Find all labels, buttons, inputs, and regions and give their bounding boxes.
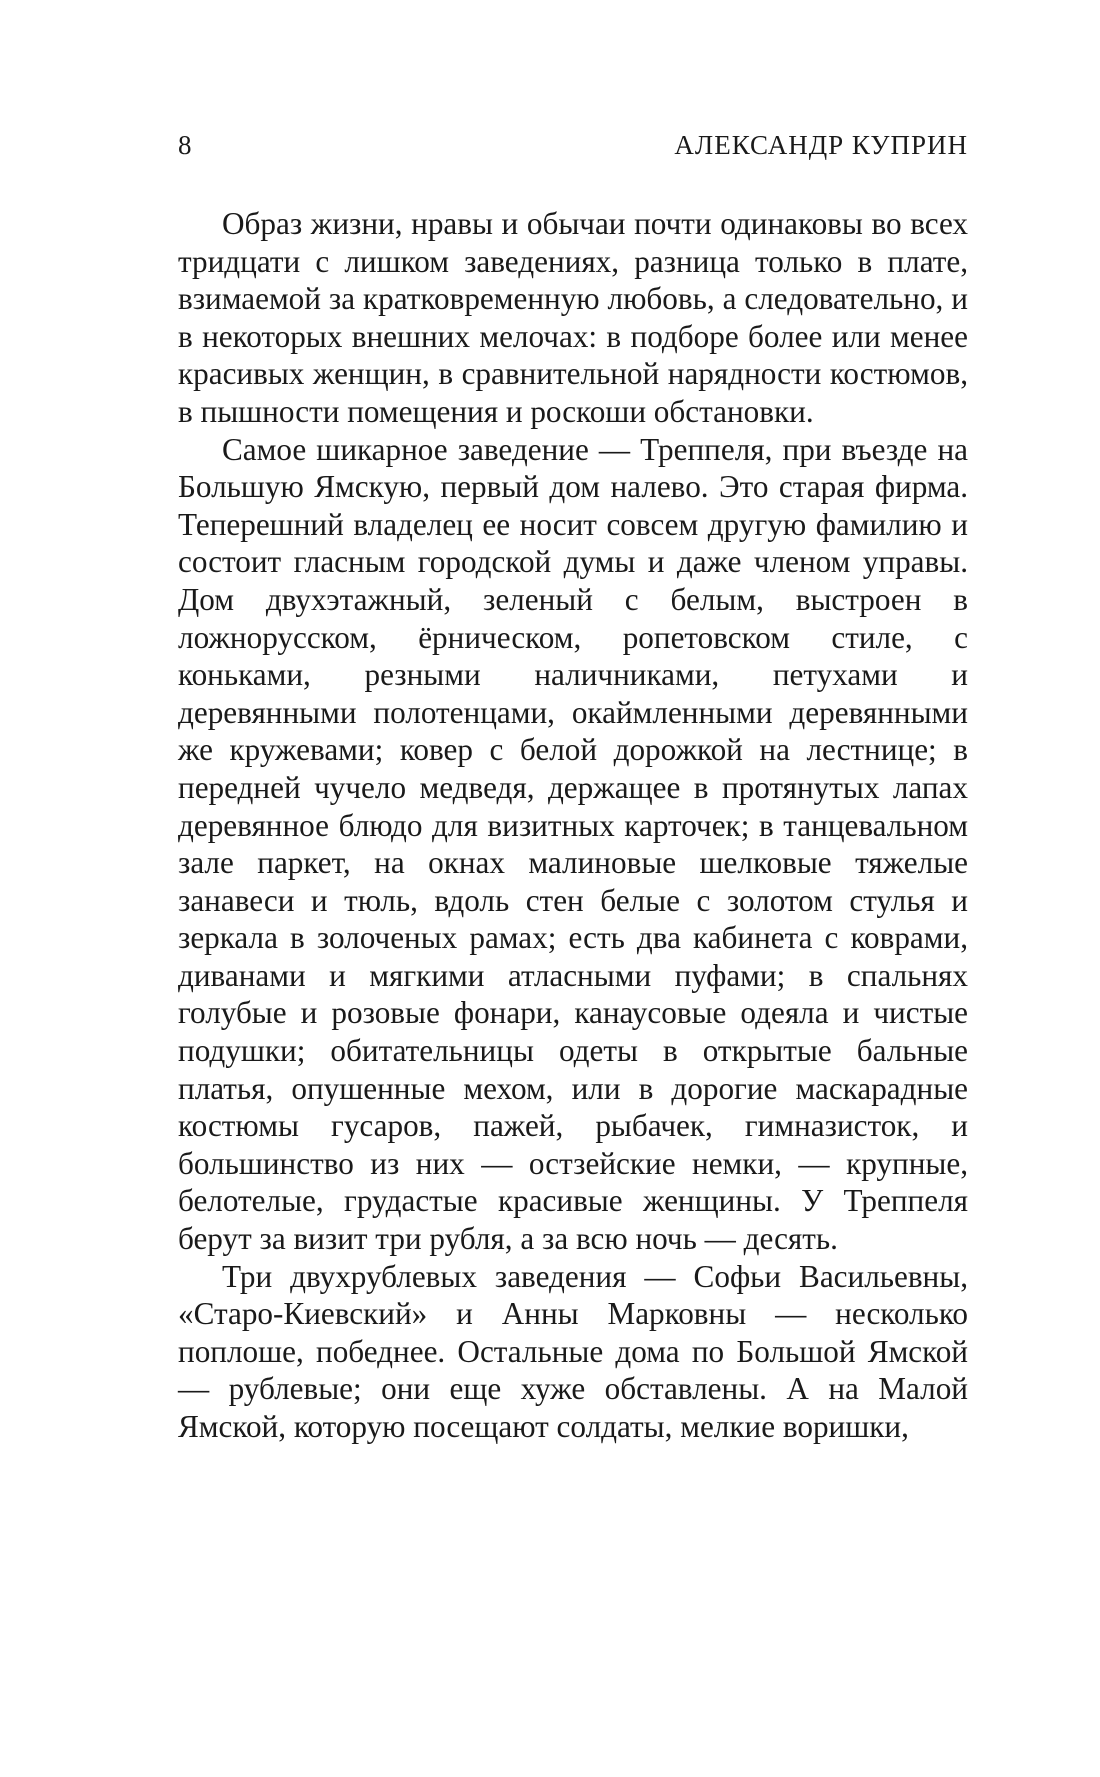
page-number: 8 [178, 130, 192, 160]
paragraph: Три двухрублевых заведения — Софьи Васильевны, «Старо-Киевский» и Анны Марковны — несколько поплоше, победнее. Остальные дома по Большой Ямской — рублевые; они еще хуже обставлены. А на Малой Ямской, которую посещают солдаты, мелкие воришки, [178, 1258, 968, 1444]
running-header [178, 130, 968, 161]
running-title-author: АЛЕКСАНДР КУПРИН [674, 130, 968, 160]
paragraph: Образ жизни, нравы и обычаи почти одинаковы во всех тридцати с лишком заведениях, разница только в плате, взимаемой за кратковременную любовь, а следовательно, и в некоторых внешних мелочах: в подборе более или менее красивых женщин, в сравнительной нарядности костюмов, в пышности помещения и роскоши обстановки. [178, 206, 968, 429]
paragraph: Самое шикарное заведение — Треппеля, при въезде на Большую Ямскую, первый дом налево. Это старая фирма. Теперешний владелец ее носит совсем другую фамилию и состоит гласным городской думы и даже членом управы. Дом двухэтажный, зеленый с белым, выстроен в ложнорусском, ёрническом, ропетовском стиле, с коньками, резными наличниками, петухами и деревянными полотенцами, окаймленными деревянными же кружевами; ковер с белой дорожкой на лестнице; в передней чучело медведя, держащее в протянутых лапах деревянное блюдо для визитных карточек; в танцевальном зале паркет, на окнах малиновые шелковые тяжелые занавеси и тюль, вдоль стен белые с золотом стулья и зеркала в золоченых рамах; есть два кабинета с коврами, диванами и мягкими атласными пуфами; в спальнях голубые и розовые фонари, канаусовые одеяла и чистые подушки; обитательницы одеты в открытые бальные платья, опушенные мехом, или в дорогие маскарадные костюмы гусаров, пажей, рыбачек, гимназисток, и большинство из них — остзейские немки, — крупные, белотелые, грудастые красивые женщины. У Треппеля берут за визит три рубля, а за всю ночь — десять. [178, 431, 968, 1257]
book-page [178, 130, 968, 1446]
body-text [178, 205, 968, 1446]
